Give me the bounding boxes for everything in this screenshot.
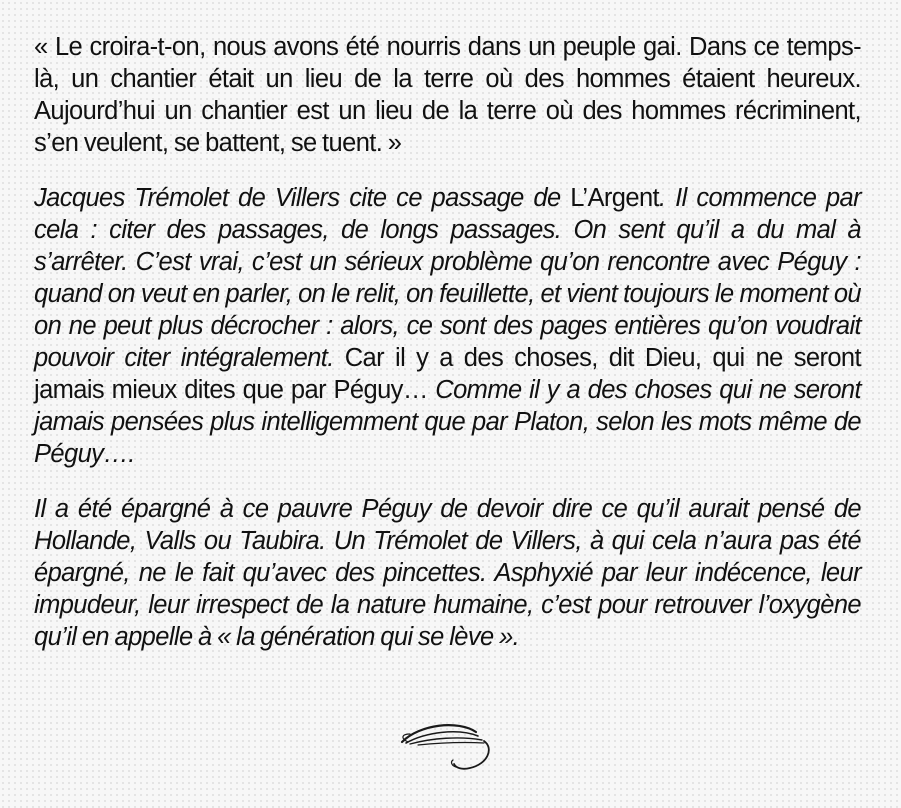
book-title: L’Argent <box>570 184 660 212</box>
flourish-ornament-icon <box>398 712 492 774</box>
paragraph-closing <box>34 493 861 653</box>
commentary-run-4: Comme il y a des choses qui ne seront jamais pensées plus intelligemment que par Platon, selon les mots même de Péguy…. <box>34 376 861 468</box>
closing-text: Il a été épargné à ce pauvre Péguy de devoir dire ce qu’il aurait pensé de Hollande, Valls ou Taubira. Un Trémolet de Villers, à qui cela n’aura pas été épargné, ne le fait qu’avec des pincettes. Asphyxié par leur indécence, leur impudeur, leur irrespect de la nature humaine, c’est pour retrouver l’oxygène qu’il en appelle à « la génération qui se lève ». <box>34 495 861 651</box>
paragraph-quote <box>34 31 861 159</box>
commentary-run-2: . Il commence par cela : citer des passages, de longs passages. On sent qu’il a du mal à s’arrêter. C’est vrai, c’est un sérieux problème qu’on rencontre avec Péguy : quand on veut en parler, on le relit, on feuillette, et vient toujours le moment où on ne peut plus décrocher : alors, ce sont des pages entières qu’on voudrait pouvoir citer intégralement. <box>34 184 861 372</box>
commentary-run-1: Jacques Trémolet de Villers cite ce passage de <box>34 184 571 212</box>
quote-text: « Le croira-t-on, nous avons été nourris dans un peuple gai. Dans ce temps-là, un chantier était un lieu de la terre où des hommes étaient heureux. Aujourd’hui un chantier est un lieu de la terre où des hommes récriminent, s’en veulent, se battent, se tuent. » <box>34 33 861 157</box>
commentary-run-3: Car il y a des choses, dit Dieu, qui ne seront jamais mieux dites que par Péguy… <box>34 344 861 404</box>
paragraph-commentary <box>34 182 861 470</box>
